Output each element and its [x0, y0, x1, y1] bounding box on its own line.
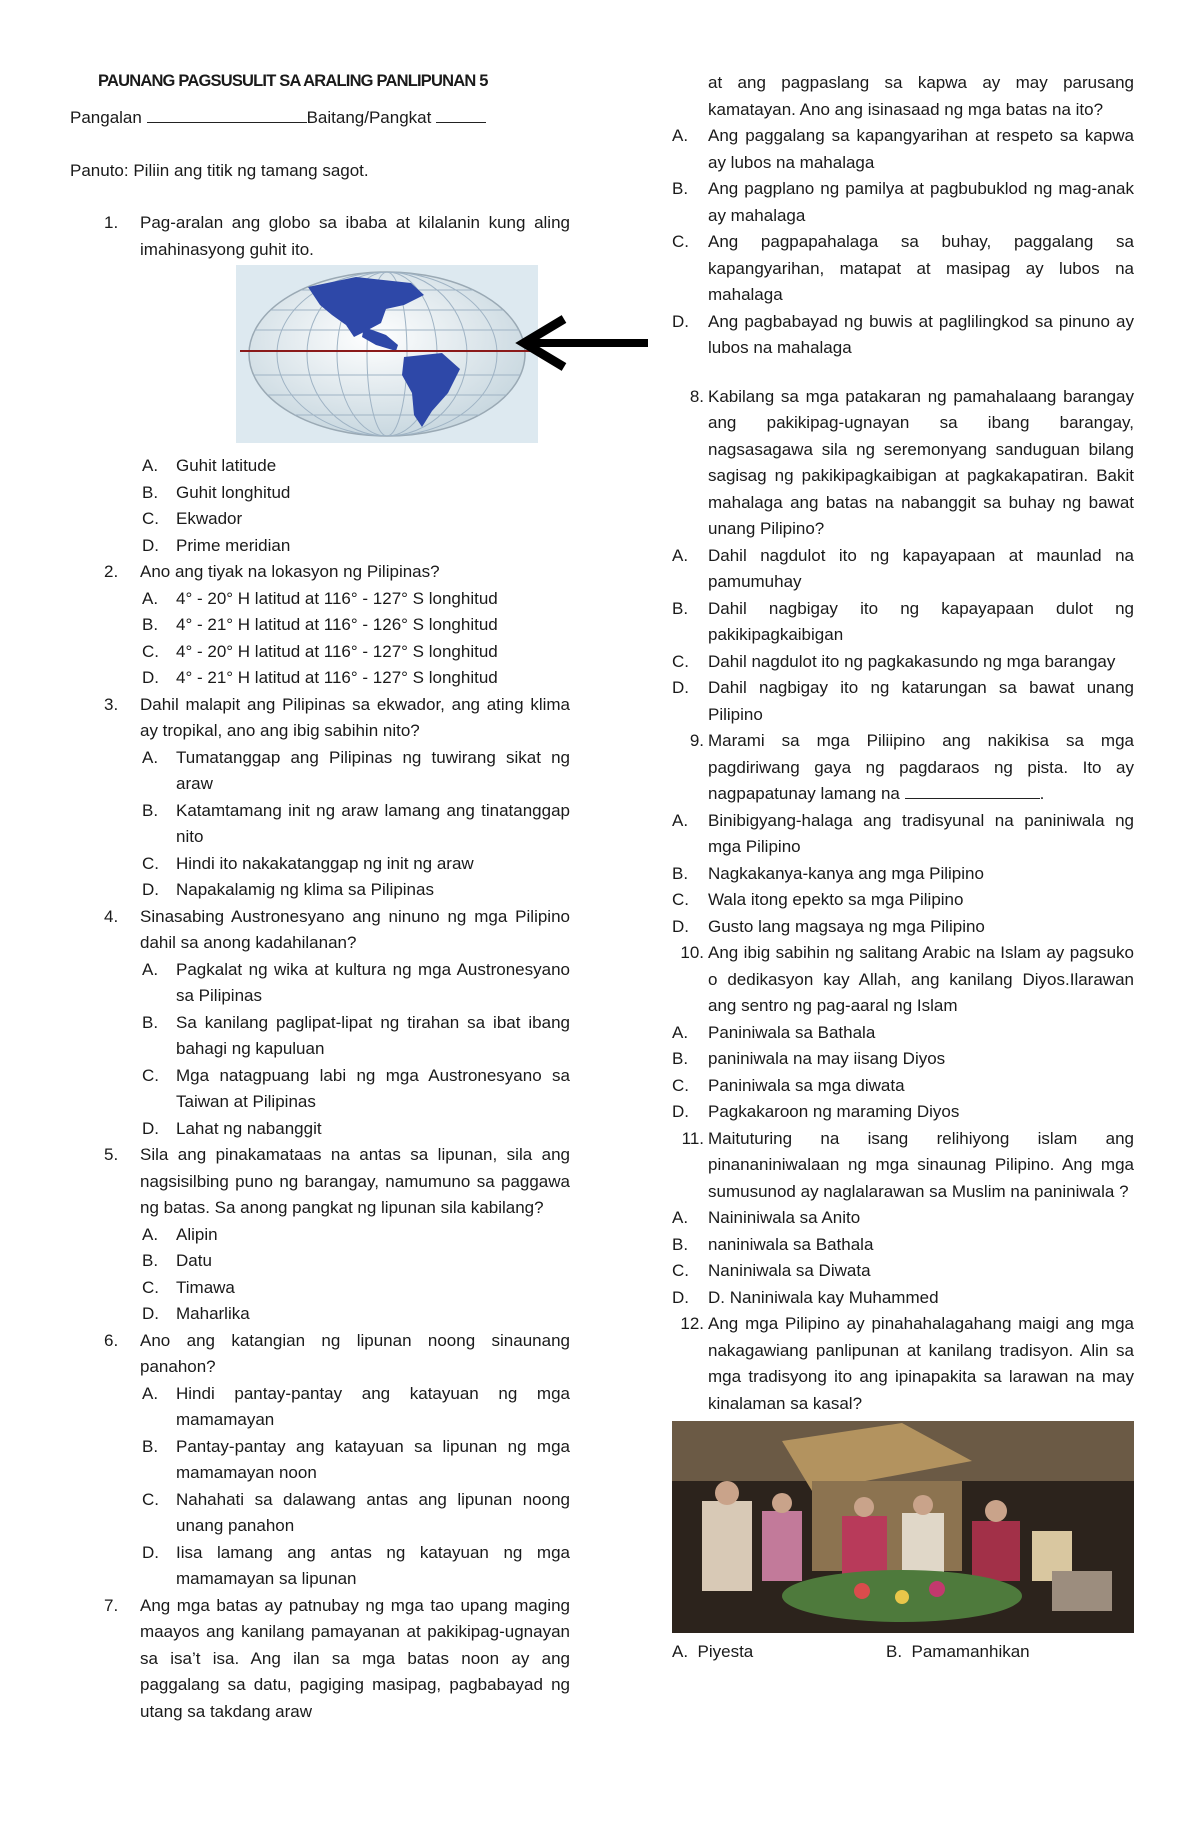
option-a[interactable]: A. Alipin: [142, 1224, 218, 1244]
option-c[interactable]: C. Ekwador: [142, 509, 243, 528]
option-b[interactable]: B. Ang pagplano ng pamilya at pagbubuklod ng mag-anak ay mahalaga: [672, 179, 1134, 225]
name-field[interactable]: [147, 104, 307, 123]
grade-label: Baitang/Pangkat: [306, 108, 432, 127]
option-d[interactable]: D. Maharlika: [142, 1304, 250, 1323]
right-column: [672, 70, 1134, 1666]
question-12: [672, 1311, 1134, 1417]
question-9: 9. Marami sa mga Piliipino ang nakikisa sa mga pagdiriwang gaya ng pagdaraos ng pista. Ito ay nagpapatunay lamang na .: [672, 728, 1134, 808]
question-7-continued: [672, 70, 1134, 123]
question-number: 12.: [680, 1314, 704, 1333]
option-b[interactable]: B. Dahil nagbigay ito ng kapayapaan dulot ng pakikipagkaibigan: [672, 598, 1134, 644]
option-d[interactable]: D. Gusto lang magsaya ng mga Pilipino: [672, 916, 985, 936]
globe-figure: [70, 265, 570, 445]
question-1: [70, 210, 570, 263]
grade-field[interactable]: [436, 104, 486, 123]
option-a[interactable]: A. Piyesta: [672, 1642, 754, 1661]
question-number: 2.: [104, 562, 119, 581]
question-number: 4.: [104, 906, 119, 926]
question-4: [70, 904, 570, 957]
option-a[interactable]: A. Hindi pantay-pantay ang katayuan ng mga mamamayan: [142, 1383, 570, 1429]
option-b[interactable]: B. Nagkakanya-kanya ang mga Pilipino: [672, 863, 984, 883]
question-text: Sinasabing Austronesyano ang ninuno ng mga Pilipino dahil sa anong kadahilanan?: [140, 906, 570, 952]
option-a[interactable]: A. Dahil nagdulot ito ng kapayapaan at maunlad na pamumuhay: [672, 545, 1134, 591]
question-text: Ang mga Pilipino ay pinahahalagahang maigi ang mga nakagawiang panlipunan at kanilang tradisyon. Alin sa mga tradisyong ito ang ipinapakita sa larawan na may kinalaman sa kasal?: [708, 1314, 1134, 1413]
option-d[interactable]: D. 4° - 21° H latitud at 116° - 127° S longhitud: [142, 668, 498, 687]
option-a[interactable]: A. Binibigyang-halaga ang tradisyunal na paniniwala ng mga Pilipino: [672, 810, 1134, 856]
question-text: Ano ang katangian ng lipunan noong sinaunang panahon?: [140, 1330, 570, 1376]
options-q10: [672, 1020, 1134, 1126]
option-c[interactable]: C. Mga natagpuang labi ng mga Austronesyano sa Taiwan at Pilipinas: [142, 1065, 570, 1111]
options-q7: [672, 123, 1134, 362]
question-number: 7.: [104, 1595, 119, 1615]
options-q2: [70, 586, 570, 692]
option-c[interactable]: C. Wala itong epekto sa mga Pilipino: [672, 890, 964, 909]
globe-icon: [236, 265, 538, 443]
question-7: [70, 1593, 570, 1726]
options-q9: [672, 808, 1134, 941]
question-text: Sila ang pinakamataas na antas sa lipunan, sila ang nagsisilbing puno ng barangay, namumuno sa paggawa ng batas. Sa anong pangkat ng lipunan sila kabilang?: [140, 1145, 570, 1217]
option-a[interactable]: A. Guhit latitude: [142, 456, 277, 475]
question-text: Marami sa mga Piliipino ang nakikisa sa mga pagdiriwang gaya ng pagdaraos ng pista. Ito ay nagpapatunay lamang na: [708, 731, 1134, 803]
option-c[interactable]: C. Hindi ito nakakatanggap ng init ng araw: [142, 853, 474, 873]
question-number: 8.: [689, 386, 704, 406]
options-q4: [70, 957, 570, 1143]
photo-image: [672, 1421, 1134, 1633]
question-5: [70, 1142, 570, 1222]
option-c[interactable]: C. 4° - 20° H latitud at 116° - 127° S longhitud: [142, 641, 498, 661]
name-label: Pangalan: [70, 108, 142, 127]
option-b[interactable]: B. paniniwala na may iisang Diyos: [672, 1049, 946, 1068]
arrow-icon: [510, 315, 650, 375]
option-b[interactable]: B. Datu: [142, 1251, 212, 1270]
option-a[interactable]: A. Paniniwala sa Bathala: [672, 1022, 876, 1042]
option-b[interactable]: B. 4° - 21° H latitud at 116° - 126° S longhitud: [142, 615, 498, 634]
option-d[interactable]: D. Lahat ng nabanggit: [142, 1118, 322, 1138]
option-c[interactable]: C. Timawa: [142, 1277, 235, 1297]
question-number: 11.: [681, 1128, 704, 1148]
option-a[interactable]: A. 4° - 20° H latitud at 116° - 127° S longhitud: [142, 588, 498, 608]
question-text: Ang mga batas ay patnubay ng mga tao upang maging maayos ang kanilang pamayanan at pakikipag-ugnayan sa isa’t isa. Ang ilan sa mga batas noon ay ang paggalang sa datu, pagiging masipag, pagbabayad ng utang sa takdang araw: [140, 1595, 570, 1721]
option-a[interactable]: A. Tumatanggap ang Pilipinas ng tuwirang sikat ng araw: [142, 747, 570, 793]
question-3: [70, 692, 570, 745]
question-number: 5.: [104, 1145, 119, 1164]
option-d[interactable]: D. Napakalamig ng klima sa Pilipinas: [142, 880, 434, 899]
question-6: [70, 1328, 570, 1381]
options-q11: [672, 1205, 1134, 1311]
options-q1: [70, 453, 570, 559]
globe-image: [236, 265, 538, 443]
question-number: 9.: [689, 731, 704, 750]
option-b[interactable]: B. Guhit longhitud: [142, 482, 291, 502]
question-text: Pag-aralan ang globo sa ibaba at kilalanin kung aling imahinasyong guhit ito.: [140, 213, 570, 259]
option-c[interactable]: C. Dahil nagdulot ito ng pagkakasundo ng mga barangay: [672, 651, 1116, 671]
question-10: [672, 940, 1134, 1020]
option-a[interactable]: A. Ang paggalang sa kapangyarihan at respeto sa kapwa ay lubos na mahalaga: [672, 126, 1134, 172]
wedding-photo: [672, 1421, 1134, 1633]
question-text: Ang ibig sabihin ng salitang Arabic na Islam ay pagsuko o dedikasyon kay Allah, ang kanilang Diyos.Ilarawan ang sentro ng pag-aaral ng Islam: [708, 943, 1134, 1015]
question-number: 1.: [104, 213, 119, 232]
question-8: [672, 384, 1134, 543]
option-c[interactable]: C. Paniniwala sa mga diwata: [672, 1075, 905, 1095]
question-number: 10.: [680, 943, 704, 962]
question-text: Ano ang tiyak na lokasyon ng Pilipinas?: [140, 562, 440, 581]
question-text: at ang pagpaslang sa kapwa ay may parusang kamatayan. Ano ang isinasaad ng mga batas na ito?: [708, 73, 1134, 119]
question-2: [70, 559, 570, 586]
name-grade-line: [70, 104, 570, 132]
options-q12: [672, 1639, 1134, 1666]
options-q6: [70, 1381, 570, 1593]
question-number: 6.: [104, 1330, 119, 1350]
option-d[interactable]: D. Ang pagbabayad ng buwis at paglilingkod sa pinuno ay lubos na mahalaga: [672, 311, 1134, 357]
option-a[interactable]: A. Pagkalat ng wika at kultura ng mga Austronesyano sa Pilipinas: [142, 959, 570, 1005]
question-text: Maituturing na isang relihiyong islam ang pinananiniwalaan ng mga sinaunag Pilipino. Ang mga sumusunod ay naglalarawan sa Muslim na paniniwala ?: [708, 1128, 1134, 1201]
option-b[interactable]: B. Pantay-pantay ang katayuan sa lipunan ng mga mamamayan noon: [142, 1436, 570, 1482]
option-d[interactable]: D. Pagkakaroon ng maraming Diyos: [672, 1102, 960, 1121]
option-d[interactable]: D. D. Naniniwala kay Muhammed: [672, 1287, 939, 1307]
page-title: PAUNANG PAGSUSULIT SA ARALING PANLIPUNAN 5: [98, 72, 488, 90]
option-b[interactable]: B. Pamamanhikan: [886, 1642, 1030, 1661]
left-column: [70, 70, 570, 1725]
option-c[interactable]: C. Ang pagpapahalaga sa buhay, paggalang sa kapangyarihan, matapat at masipag ay lubos na mahalaga: [672, 232, 1134, 304]
question-text: Kabilang sa mga patakaran ng pamahalaang barangay ang pakikipag-ugnayan sa ibang barangay, nagsasagawa sila ng seremonyang sanduguan bilang sagisag ng pakikipagkaibigan at pagkakapatiran. Bakit mahalaga ang batas na nabanggit sa buhay ng bawat unang Pilipino?: [708, 386, 1134, 538]
option-b[interactable]: B. Sa kanilang paglipat-lipat ng tirahan sa ibat ibang bahagi ng kapuluan: [142, 1012, 570, 1058]
option-d[interactable]: D. Iisa lamang ang antas ng katayuan ng mga mamamayan sa lipunan: [142, 1542, 570, 1588]
options-q3: [70, 745, 570, 904]
question-number: 3.: [104, 694, 119, 714]
option-c[interactable]: C. Nahahati sa dalawang antas ang lipunan noong unang panahon: [142, 1489, 570, 1535]
options-q8: [672, 543, 1134, 729]
option-c[interactable]: C. Naniniwala sa Diwata: [672, 1261, 871, 1280]
option-d[interactable]: D. Prime meridian: [142, 535, 291, 555]
question-text: Dahil malapit ang Pilipinas sa ekwador, ang ating klima ay tropikal, ano ang ibig sabihin nito?: [140, 694, 570, 740]
option-b[interactable]: B. Katamtamang init ng araw lamang ang tinatanggap nito: [142, 800, 570, 846]
answer-blank[interactable]: [905, 782, 1040, 799]
question-11: [672, 1126, 1134, 1206]
options-q5: [70, 1222, 570, 1328]
instructions: Panuto: Piliin ang titik ng tamang sagot.: [70, 160, 369, 180]
option-b[interactable]: B. naniniwala sa Bathala: [672, 1234, 874, 1254]
option-d[interactable]: D. Dahil nagbigay ito ng katarungan sa bawat unang Pilipino: [672, 678, 1134, 724]
option-a[interactable]: A. Naininiwala sa Anito: [672, 1208, 861, 1227]
